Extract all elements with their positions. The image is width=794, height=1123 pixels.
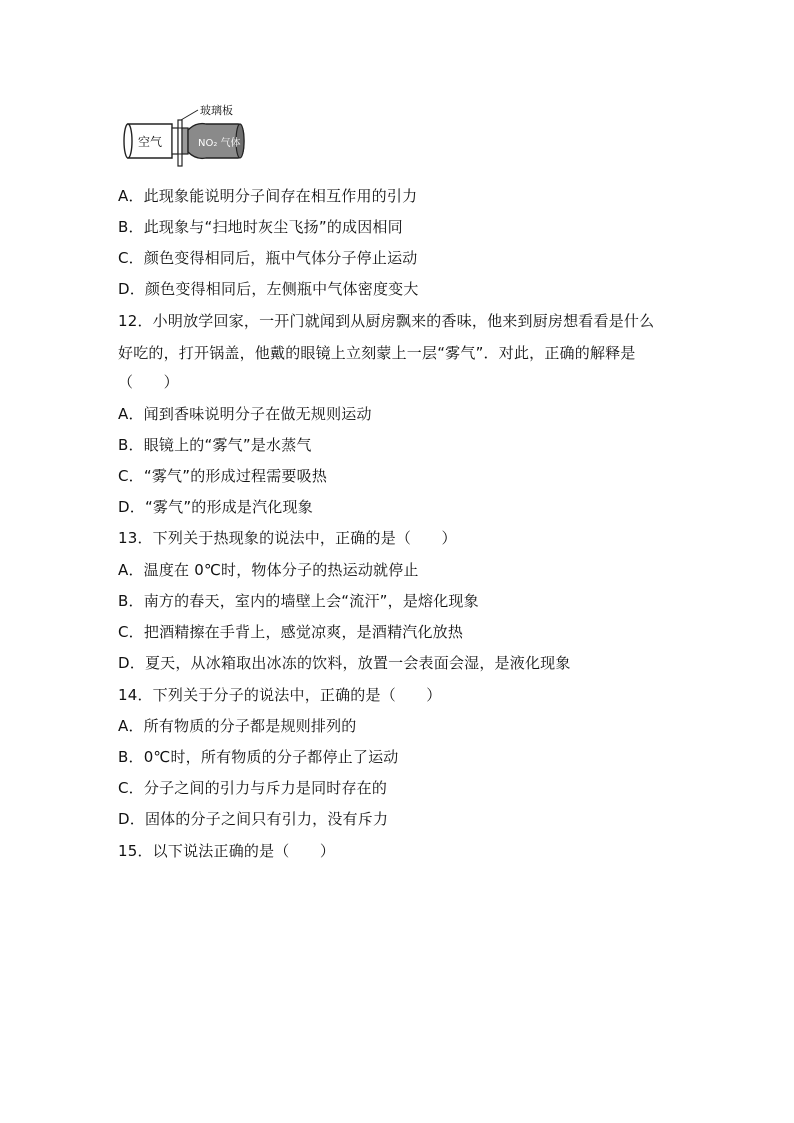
q11-option-a: A．此现象能说明分子间存在相互作用的引力 [118,187,418,205]
no2-bottle-neck [182,128,188,154]
q13-stem: 13．下列关于热现象的说法中，正确的是（ ） [118,529,457,547]
air-label: 空气 [138,135,163,149]
q14-option-d: D．固体的分子之间只有引力，没有斥力 [118,810,389,828]
q14-option-a: A．所有物质的分子都是规则排列的 [118,717,357,735]
q13-option-a: A．温度在 0℃时，物体分子的热运动就停止 [118,561,419,579]
q12-stem-line-2: 好吃的，打开锅盖，他戴的眼镜上立刻蒙上一层“雾气”．对此，正确的解释是 [118,344,636,362]
q13-option-b: B．南方的春天，室内的墙壁上会“流汗”，是熔化现象 [118,592,479,610]
q13-option-d: D．夏天，从冰箱取出冰冻的饮料，放置一会表面会湿，是液化现象 [118,654,571,672]
glass-plate-leader [181,110,198,120]
q12-option-b: B．眼镜上的“雾气”是水蒸气 [118,436,312,454]
diffusion-diagram [120,100,260,170]
no2-gas-label: NO₂ 气体 [198,138,241,149]
q12-stem-line-3: （ ） [118,373,179,391]
air-bottle-neck [172,128,178,154]
q12-option-a: A．闻到香味说明分子在做无规则运动 [118,405,372,423]
q14-option-c: C．分子之间的引力与斥力是同时存在的 [118,779,388,797]
q12-stem-line-1: 12．小明放学回家，一开门就闻到从厨房飘来的香味，他来到厨房想看看是什么 [118,312,655,330]
q13-option-c: C．把酒精擦在手背上，感觉凉爽，是酒精汽化放热 [118,623,464,641]
q14-stem: 14．下列关于分子的说法中，正确的是（ ） [118,686,442,704]
q14-option-b: B．0℃时，所有物质的分子都停止了运动 [118,748,399,766]
q11-option-b: B．此现象与“扫地时灰尘飞扬”的成因相同 [118,218,403,236]
glass-plate [178,120,182,166]
q15-stem: 15．以下说法正确的是（ ） [118,842,336,860]
q12-option-d: D．“雾气”的形成是汽化现象 [118,498,313,516]
glass-plate-label: 玻璃板 [200,104,233,117]
q11-option-c: C．颜色变得相同后，瓶中气体分子停止运动 [118,249,418,267]
q11-option-d: D．颜色变得相同后，左侧瓶中气体密度变大 [118,280,419,298]
q12-option-c: C．“雾气”的形成过程需要吸热 [118,467,328,485]
diffusion-diagram-svg [120,100,260,170]
